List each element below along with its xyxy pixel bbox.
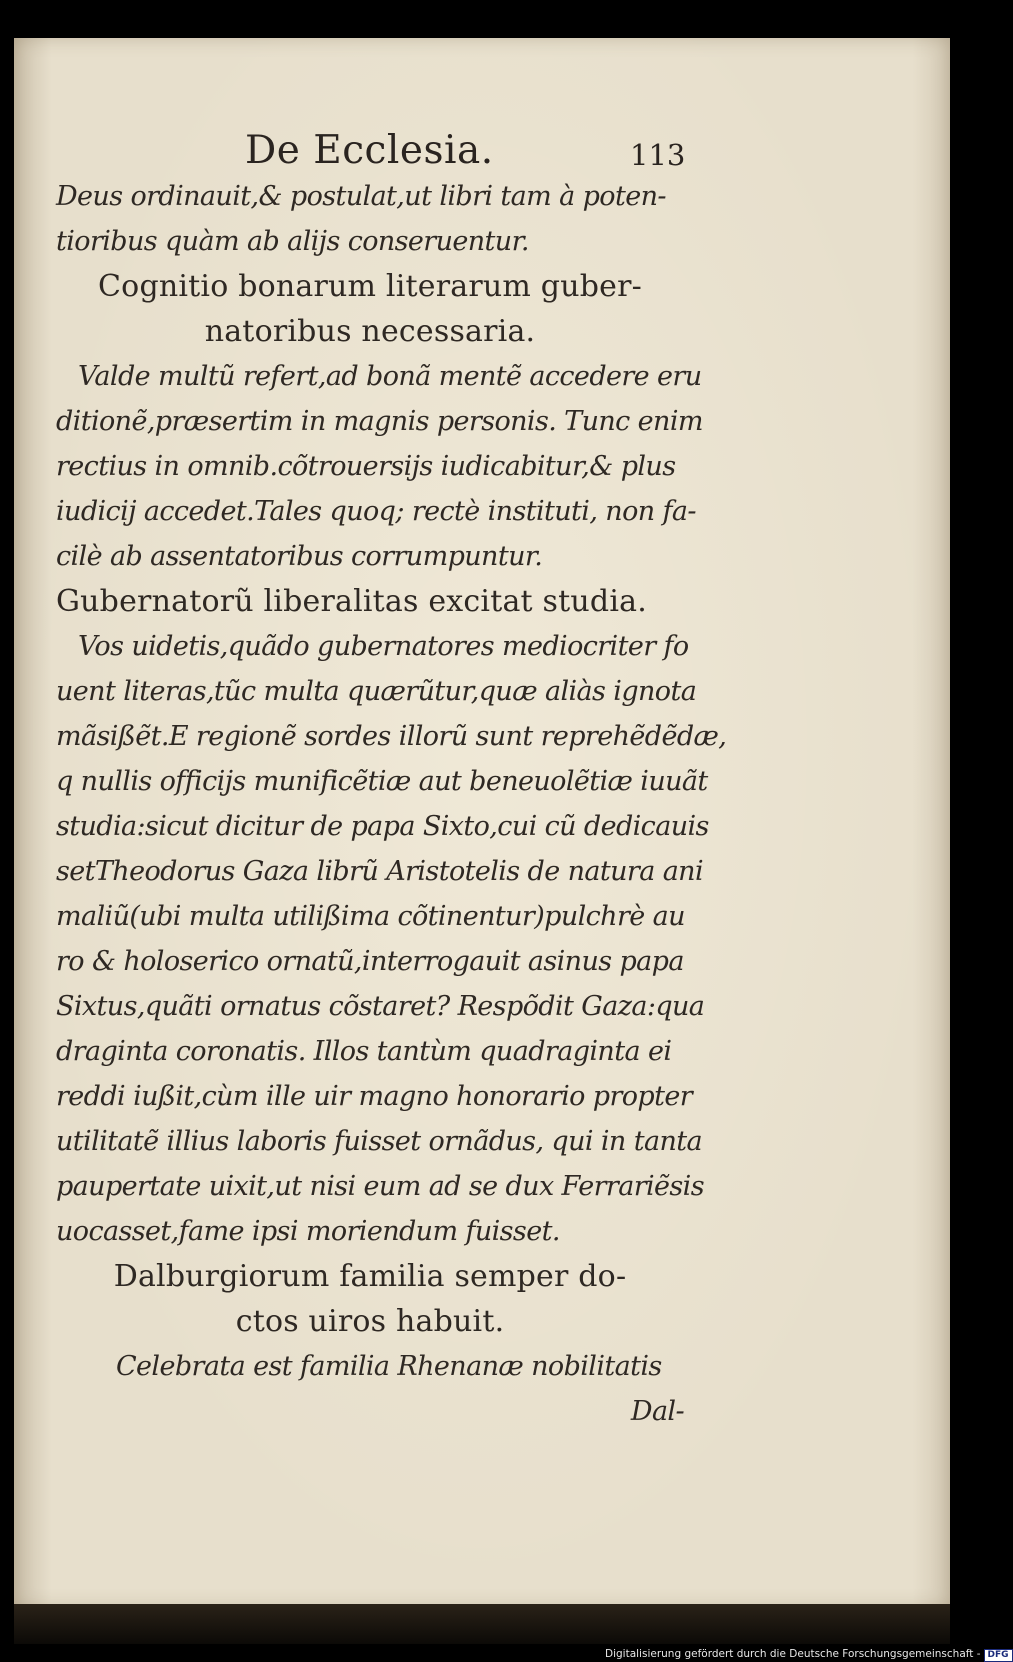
text-line: ditionẽ,præsertim in magnis personis. Tunc enim: [56, 406, 703, 437]
text-line: Vos uidetis,quãdo gubernatores mediocriter fo: [78, 631, 689, 662]
section-heading-line: Gubernatorũ liberalitas excitat studia.: [56, 584, 647, 619]
text-block: [56, 174, 727, 1434]
text-line: Deus ordinauit,& postulat,ut libri tam à poten-: [56, 181, 666, 212]
text-line: studia:sicut dicitur de papa Sixto,cui cũ dedicauis: [56, 811, 709, 842]
text-line: setTheodorus Gaza librũ Aristotelis de natura ani: [56, 856, 704, 887]
text-line: uent literas,tũc multa quærũtur,quæ aliàs ignota: [56, 676, 697, 707]
text-line: uocasset,fame ipsi moriendum fuisset.: [56, 1216, 560, 1247]
text-line: mãsißẽt.E regionẽ sordes illorũ sunt reprehẽdẽdæ,: [56, 721, 727, 752]
text-line: tioribus quàm ab alijs conseruentur.: [56, 226, 529, 257]
dfg-logo: DFG: [984, 1649, 1013, 1662]
text-line: Sixtus,quãti ornatus cõstaret? Respõdit Gaza:qua: [56, 991, 705, 1022]
text-line: reddi iußit,cùm ille uir magno honorario propter: [56, 1081, 693, 1112]
footer-credit: [605, 1648, 1013, 1662]
text-line: paupertate uixit,ut nisi eum ad se dux Ferrariẽsis: [56, 1171, 704, 1202]
text-line: Dal-: [630, 1396, 684, 1427]
section-heading-line: natoribus necessaria.: [204, 314, 536, 349]
text-line: rectius in omnib.cõtrouersijs iudicabitur,& plus: [56, 451, 676, 482]
text-line: utilitatẽ illius laboris fuisset ornãdus, qui in tanta: [56, 1126, 702, 1157]
section-heading-line: Cognitio bonarum literarum guber-: [98, 269, 642, 304]
section-heading-line: ctos uiros habuit.: [235, 1304, 505, 1339]
text-line: ro & holoserico ornatũ,interrogauit asinus papa: [56, 946, 684, 977]
text-line: draginta coronatis. Illos tantùm quadraginta ei: [56, 1036, 672, 1067]
section-heading-line: Dalburgiorum familia semper do-: [113, 1259, 627, 1294]
text-line: iudicij accedet.Tales quoq; rectè instituti, non fa-: [56, 496, 696, 527]
page-bottom-edge: [14, 1604, 950, 1644]
running-head: De Ecclesia.: [245, 128, 494, 173]
text-line: q nullis officijs munificẽtiæ aut beneuolẽtiæ iuuãt: [56, 766, 708, 797]
text-line: maliũ(ubi multa utilißima cõtinentur)pulchrè au: [56, 901, 685, 932]
text-line: cilè ab assentatoribus corrumpuntur.: [56, 541, 543, 572]
footer-text: Digitalisierung gefördert durch die Deutsche Forschungsgemeinschaft -: [605, 1648, 981, 1660]
text-line: Valde multũ refert,ad bonã mentẽ accedere eru: [78, 361, 702, 392]
folio-number: 113: [630, 138, 686, 172]
text-line: Celebrata est familia Rhenanæ nobilitatis: [116, 1351, 662, 1382]
